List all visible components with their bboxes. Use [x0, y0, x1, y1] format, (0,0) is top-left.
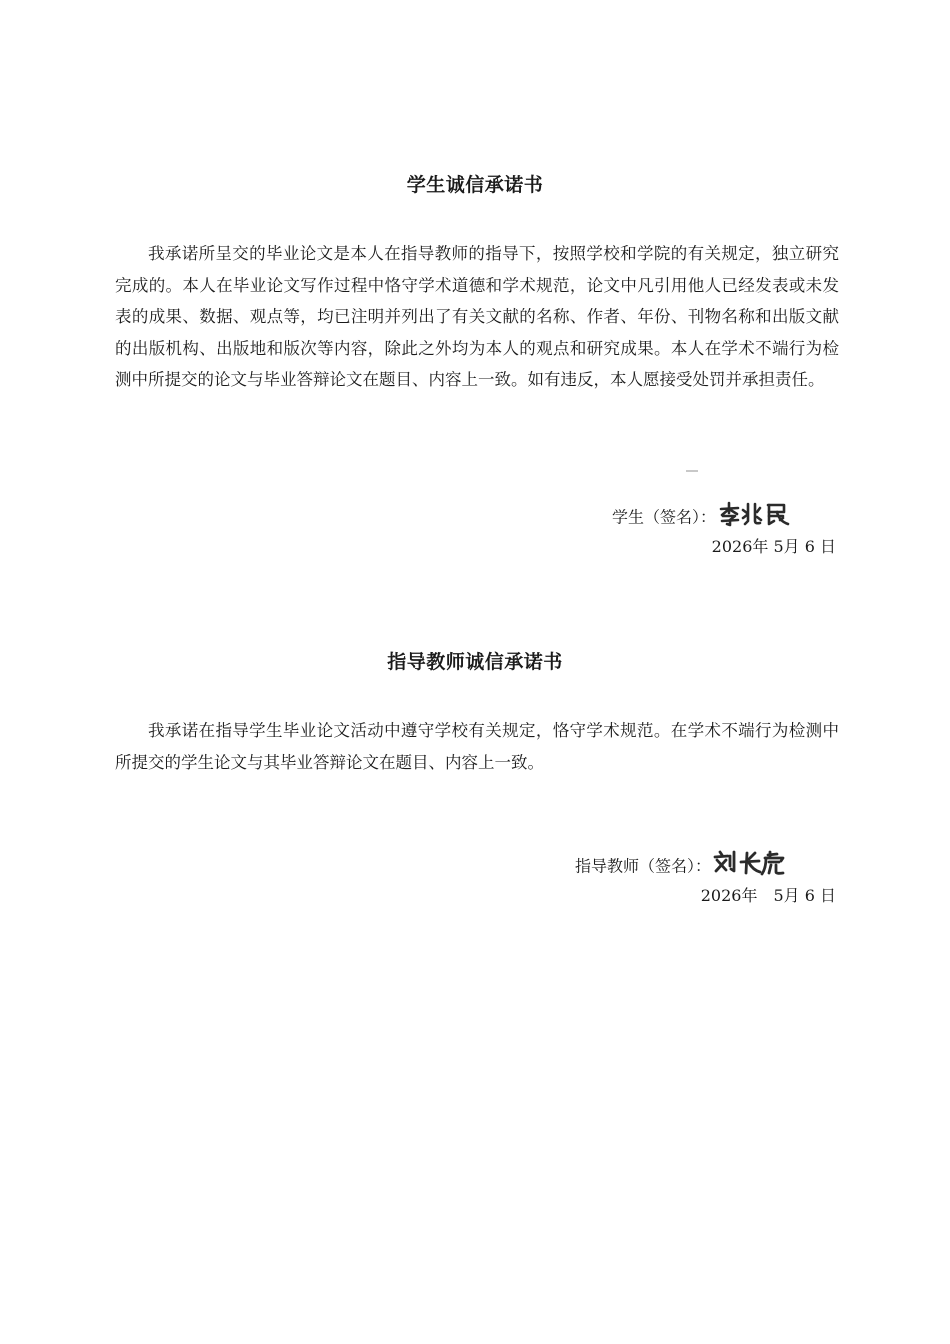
advisor-pledge-body: 我承诺在指导学生毕业论文活动中遵守学校有关规定，恪守学术规范。在学术不端行为检测中所提交的学生论文与其毕业答辩论文在题目、内容上一致。: [115, 721, 839, 772]
student-pledge-title: 学生诚信承诺书: [406, 174, 544, 196]
advisor-signature-label: 指导教师（签名）：: [575, 856, 712, 876]
scan-mark: [686, 470, 698, 472]
student-handwritten-signature: [718, 501, 792, 535]
advisor-signature-line: [575, 850, 787, 884]
student-signature-line: [612, 501, 792, 535]
student-signature-label: 学生（签名）：: [612, 507, 717, 527]
student-pledge-body: 我承诺所呈交的毕业论文是本人在指导教师的指导下，按照学校和学院的有关规定，独立研究完成的。本人在毕业论文写作过程中恪守学术道德和学术规范，论文中凡引用他人已经发表或未发表的成果、数据、观点等，均已注明并列出了有关文献的名称、作者、年份、刊物名称和出版文献的出版机构、出版地和版次等内容，除此之外均为本人的观点和研究成果。本人在学术不端行为检测中所提交的论文与毕业答辩论文在题目、内容上一致。如有违反，本人愿接受处罚并承担责任。: [115, 244, 839, 389]
advisor-pledge-title: 指导教师诚信承诺书: [387, 651, 563, 673]
advisor-signature-date: 2026年 5月 6 日: [700, 886, 836, 905]
student-signature-date: 2026年 5月 6 日: [711, 537, 836, 556]
advisor-handwritten-signature: [713, 850, 787, 884]
